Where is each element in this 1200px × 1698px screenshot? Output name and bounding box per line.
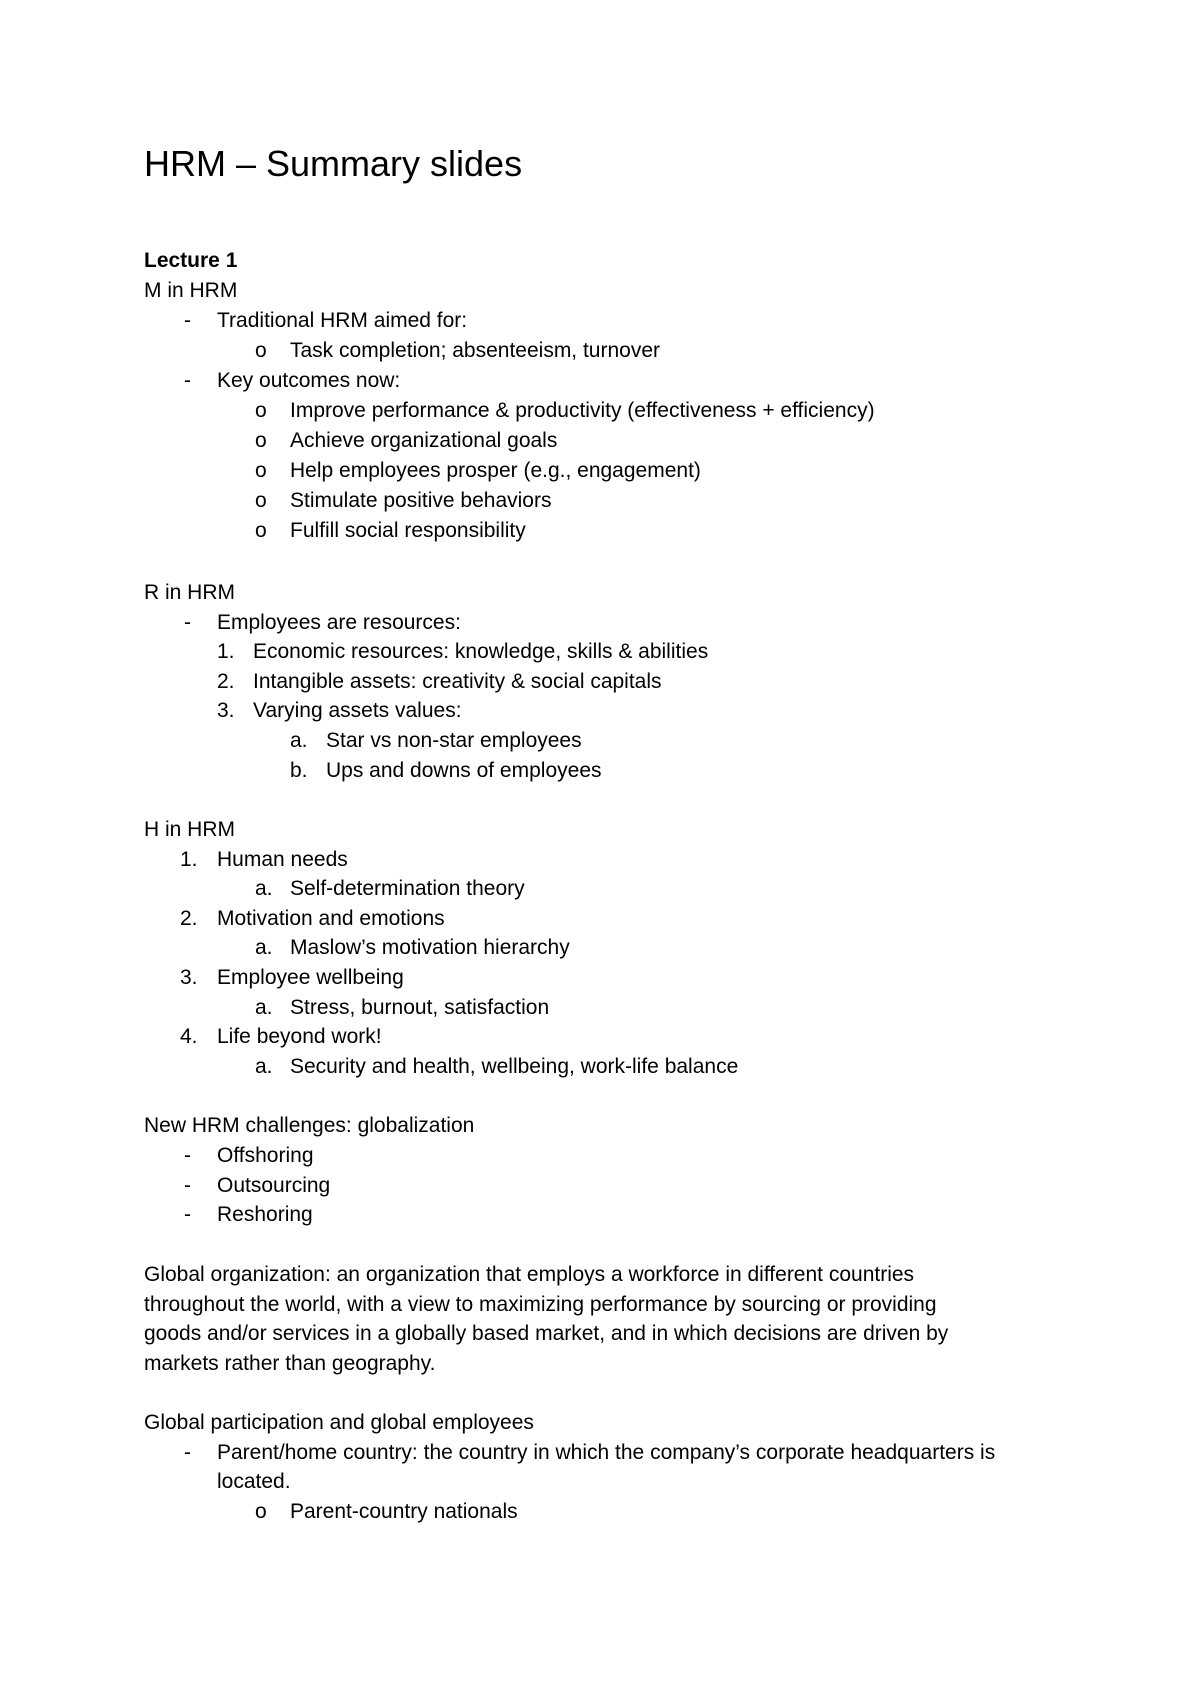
bullet-dash: - <box>184 369 191 392</box>
list-item: Task completion; absenteeism, turnover <box>290 339 661 362</box>
list-item: Motivation and emotions <box>217 907 445 930</box>
list-item: Key outcomes now: <box>217 369 401 392</box>
list-item: Employees are resources: <box>217 611 461 634</box>
bullet-dash: - <box>184 1144 191 1167</box>
list-item: Employee wellbeing <box>217 966 404 989</box>
paragraph-line: markets rather than geography. <box>144 1351 436 1375</box>
list-item: Human needs <box>217 848 348 871</box>
bullet-circle: o <box>255 519 267 542</box>
paragraph-line: Global organization: an organization that employs a workforce in different countries <box>144 1263 915 1286</box>
document-title: HRM – Summary slides <box>144 143 523 184</box>
list-letter: a. <box>255 936 273 959</box>
list-item: Reshoring <box>217 1203 313 1226</box>
lecture-heading: Lecture 1 <box>144 249 238 272</box>
participation-heading: Global participation and global employees <box>144 1411 534 1434</box>
bullet-dash: - <box>184 1174 191 1197</box>
list-number: 2. <box>217 670 235 693</box>
list-item: Fulfill social responsibility <box>290 519 526 542</box>
bullet-dash: - <box>184 1441 191 1464</box>
bullet-circle: o <box>255 429 267 452</box>
list-item: Intangible assets: creativity & social capitals <box>253 670 662 693</box>
bullet-circle: o <box>255 399 267 422</box>
list-item: Achieve organizational goals <box>290 429 558 452</box>
bullet-circle: o <box>255 489 267 512</box>
list-number: 2. <box>180 907 198 930</box>
list-letter: a. <box>255 1055 273 1078</box>
list-item: Traditional HRM aimed for: <box>217 309 468 332</box>
list-number: 1. <box>180 848 198 871</box>
paragraph-line: throughout the world, with a view to maximizing performance by sourcing or providing <box>144 1292 937 1316</box>
challenges-heading: New HRM challenges: globalization <box>144 1114 475 1137</box>
list-letter: a. <box>290 729 308 752</box>
r-heading: R in HRM <box>144 581 236 604</box>
bullet-dash: - <box>184 309 191 332</box>
list-item: Improve performance & productivity (effectiveness + efficiency) <box>290 399 875 422</box>
list-number: 4. <box>180 1025 198 1048</box>
list-item: Help employees prosper (e.g., engagement) <box>290 459 701 482</box>
list-item: Outsourcing <box>217 1174 331 1197</box>
list-letter: b. <box>290 759 308 782</box>
list-number: 3. <box>180 966 198 989</box>
list-number: 1. <box>217 640 235 663</box>
bullet-circle: o <box>255 1500 267 1523</box>
list-number: 3. <box>217 699 235 722</box>
list-item: Stimulate positive behaviors <box>290 489 552 512</box>
list-item: Self-determination theory <box>290 877 525 900</box>
list-item: Maslow’s motivation hierarchy <box>290 936 570 959</box>
list-letter: a. <box>255 996 273 1019</box>
list-item-continuation: located. <box>217 1470 291 1493</box>
m-heading: M in HRM <box>144 279 238 302</box>
bullet-dash: - <box>184 611 191 634</box>
list-item: Offshoring <box>217 1144 314 1167</box>
bullet-circle: o <box>255 459 267 482</box>
list-item: Economic resources: knowledge, skills & abilities <box>253 640 709 663</box>
list-item: Parent-country nationals <box>290 1500 518 1523</box>
bullet-circle: o <box>255 339 267 362</box>
list-item: Stress, burnout, satisfaction <box>290 996 550 1019</box>
list-item: Security and health, wellbeing, work-life balance <box>290 1055 739 1078</box>
global-organization-paragraph <box>144 1260 1064 1378</box>
list-item: Life beyond work! <box>217 1025 382 1048</box>
h-heading: H in HRM <box>144 818 236 841</box>
bullet-dash: - <box>184 1203 191 1226</box>
list-letter: a. <box>255 877 273 900</box>
list-item: Ups and downs of employees <box>326 759 602 782</box>
list-item: Parent/home country: the country in which the company’s corporate headquarters is <box>217 1441 996 1464</box>
paragraph-line: goods and/or services in a globally based market, and in which decisions are driven by <box>144 1322 949 1345</box>
list-item: Varying assets values: <box>253 699 462 722</box>
list-item: Star vs non-star employees <box>326 729 582 752</box>
